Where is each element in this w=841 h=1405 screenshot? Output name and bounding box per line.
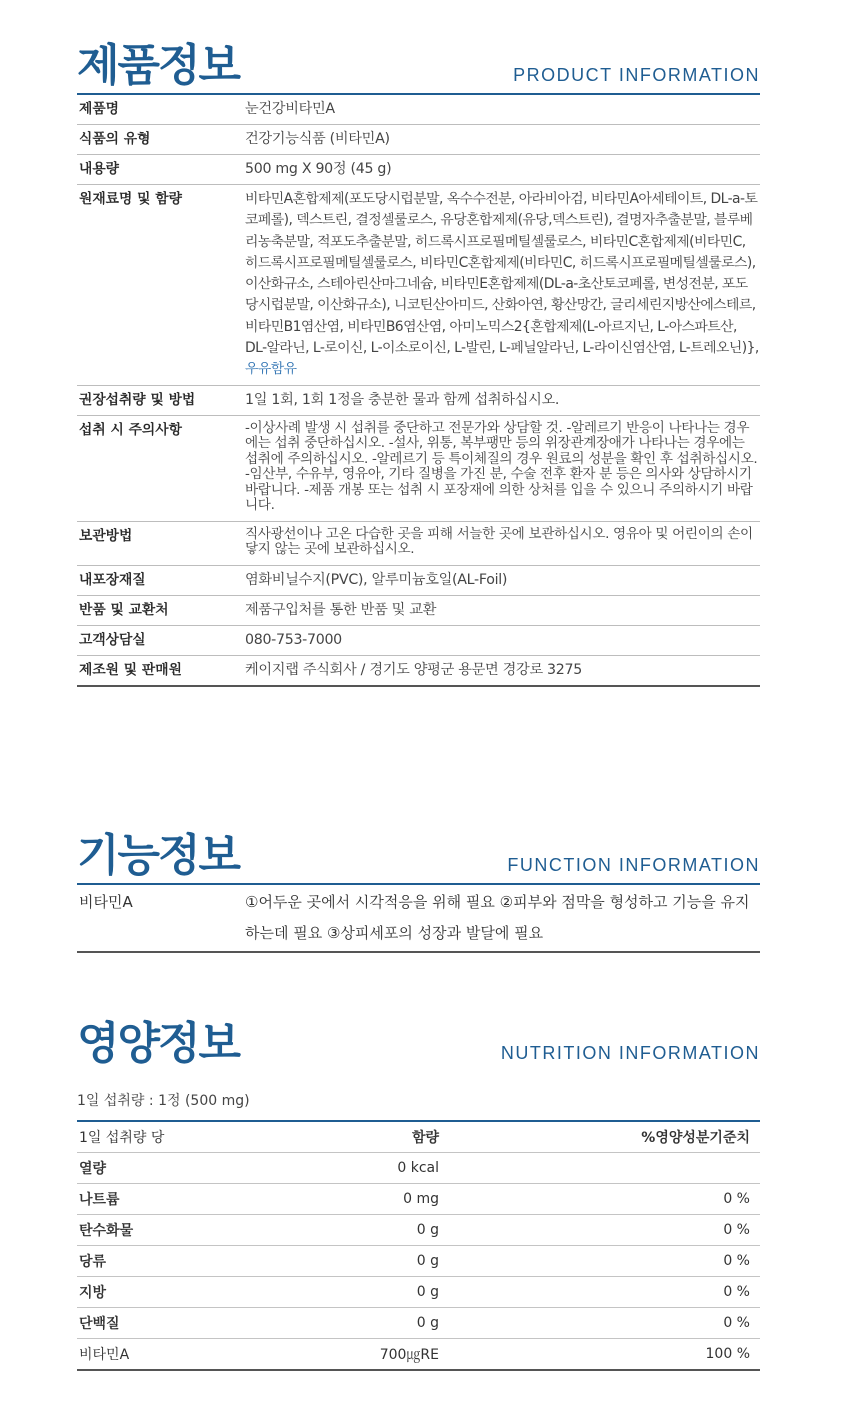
nutrition-table-wrap xyxy=(77,1120,760,1371)
nutrition-information-header xyxy=(77,1008,760,1068)
nutrient-name: 비타민A xyxy=(79,1347,130,1363)
nutrient-percent: 0 % xyxy=(439,1184,760,1215)
product-info-table xyxy=(77,95,760,687)
product-information-section xyxy=(77,30,760,687)
table-row xyxy=(77,155,760,185)
row-label: 내포장재질 xyxy=(77,565,245,595)
nutrient-name: 단백질 xyxy=(77,1308,229,1339)
row-label: 고객상담실 xyxy=(77,625,245,655)
table-row xyxy=(77,1339,760,1371)
row-label: 보관방법 xyxy=(77,521,245,565)
function-info-table xyxy=(77,885,760,953)
row-label: 제품명 xyxy=(77,95,245,125)
table-row xyxy=(77,1308,760,1339)
ingredients-text: 비타민A혼합제제(포도당시럽분말, 옥수수전분, 아라비아검, 비타민A아세테이트, DL-a-토코페롤), 덱스트린, 결정셀룰로스, 유당혼합제제(유당,덱스트린), 결명자추출분말, 블루베리농축분말, 적포도추출분말, 히드록시프로필메틸셀룰로스, 비타민C혼합제제(비타민C, 히드록시프로필메틸셀룰로스, 비타민C혼합제제(비타민C, 히드록시프로필메틸셀룰로스), 이산화규소, 스테아린산마그네슘, 비타민E혼합제제(DL-a-초산토코페롤, 변성전분, 포도당시럽분말, 이산화규소), 니코틴산아미드, 산화아연, 황산망간, 글리세린지방산에스테르, 비타민B1염산염, 비타민B6염산염, 아미노믹스2{혼합제제(L-아르지닌, L-아스파트산, DL-알라닌, L-로이신, L-이소로이신, L-발린, L-페닐알라닌, L-라이신염산염, L-트레오닌)}, xyxy=(245,191,759,357)
nutrition-information-section xyxy=(77,1008,760,1378)
header-amount: 함량 xyxy=(229,1122,439,1153)
row-label: 내용량 xyxy=(77,155,245,185)
row-value: 건강기능식품 (비타민A) xyxy=(245,125,760,155)
table-row xyxy=(77,521,760,565)
nutrient-amount: 0 kcal xyxy=(229,1153,439,1184)
nutrient-name: 탄수화물 xyxy=(77,1215,229,1246)
allergen-note: 우유함유 xyxy=(245,361,297,378)
product-info-subtitle: PRODUCT INFORMATION xyxy=(513,65,760,85)
header-name: 1일 섭취량 당 xyxy=(77,1122,229,1153)
nutrient-name: 나트륨 xyxy=(77,1184,229,1215)
nutrient-name: 열량 xyxy=(77,1153,229,1184)
row-value: 제품구입처를 통한 반품 및 교환 xyxy=(245,595,760,625)
table-row xyxy=(77,1153,760,1184)
table-row xyxy=(77,185,760,386)
function-info-subtitle: FUNCTION INFORMATION xyxy=(507,855,760,875)
table-row xyxy=(77,655,760,686)
nutrient-amount: 700㎍RE xyxy=(379,1347,439,1363)
nutrient-percent xyxy=(439,1153,760,1184)
table-row xyxy=(77,125,760,155)
table-row xyxy=(77,1215,760,1246)
nutrient-percent: 0 % xyxy=(439,1246,760,1277)
nutrient-percent: 100 % xyxy=(705,1346,750,1362)
table-row xyxy=(77,625,760,655)
row-value: 080-753-7000 xyxy=(245,625,760,655)
function-info-title: 기능정보 xyxy=(77,830,240,881)
serving-size: 1일 섭취량 : 1정 (500 mg) xyxy=(77,1093,250,1109)
row-label: 원재료명 및 함량 xyxy=(77,185,245,386)
row-value: 염화비닐수지(PVC), 알루미늄호일(AL-Foil) xyxy=(245,565,760,595)
nutrient-percent: 0 % xyxy=(439,1215,760,1246)
row-value: 눈건강비타민A xyxy=(245,95,760,125)
nutrition-info-title: 영양정보 xyxy=(77,1018,240,1069)
nutrient-percent: 0 % xyxy=(439,1308,760,1339)
nutrient-name: 당류 xyxy=(77,1246,229,1277)
row-label: 권장섭취량 및 방법 xyxy=(77,385,245,415)
row-value xyxy=(245,185,760,386)
row-value: 1일 1회, 1회 1정을 충분한 물과 함께 섭취하십시오. xyxy=(245,385,760,415)
table-row xyxy=(77,95,760,125)
product-info-title: 제품정보 xyxy=(77,40,240,91)
row-label: 비타민A xyxy=(79,893,133,911)
row-value: 직사광선이나 고온 다습한 곳을 피해 서늘한 곳에 보관하십시오. 영유아 및 어린이의 손이 닿지 않는 곳에 보관하십시오. xyxy=(245,521,760,565)
row-label: 섭취 시 주의사항 xyxy=(77,415,245,521)
row-value: 케이지랩 주식회사 / 경기도 양평군 용문면 경강로 3275 xyxy=(245,661,582,678)
nutrition-header-row xyxy=(77,1122,760,1153)
function-information-section xyxy=(77,820,760,953)
table-row xyxy=(77,1184,760,1215)
header-percent: %영양성분기준치 xyxy=(439,1122,760,1153)
row-value: -이상사례 발생 시 섭취를 중단하고 전문가와 상담할 것. -알레르기 반응이 나타나는 경우에는 섭취 중단하십시오. -설사, 위통, 복부팽만 등의 위장관계장애가 나타나는 경우에는 섭취에 주의하십시오. -알레르기 등 특이체질의 경우 원료의 성분을 확인 후 섭취하십시오. -임산부, 수유부, 영유아, 기타 질병을 가진 분, 수술 전후 환자 분 등은 의사와 상담하시기 바랍니다. -제품 개봉 또는 섭취 시 포장재에 의한 상처를 입을 수 있으니 주의하시기 바랍니다. xyxy=(245,415,760,521)
table-row xyxy=(77,385,760,415)
table-row xyxy=(77,1277,760,1308)
nutrition-info-subtitle: NUTRITION INFORMATION xyxy=(500,1043,760,1063)
table-row xyxy=(77,1246,760,1277)
row-label: 반품 및 교환처 xyxy=(77,595,245,625)
table-row xyxy=(77,565,760,595)
row-label: 식품의 유형 xyxy=(77,125,245,155)
nutrient-amount: 0 g xyxy=(229,1277,439,1308)
table-row xyxy=(77,885,760,952)
nutrient-amount: 0 mg xyxy=(229,1184,439,1215)
nutrient-percent: 0 % xyxy=(439,1277,760,1308)
table-row xyxy=(77,415,760,521)
nutrient-amount: 0 g xyxy=(229,1246,439,1277)
nutrient-amount: 0 g xyxy=(229,1308,439,1339)
row-value: ①어두운 곳에서 시각적응을 위해 필요 ②피부와 점막을 형성하고 기능을 유지하는데 필요 ③상피세포의 성장과 발달에 필요 xyxy=(245,893,750,942)
row-label: 제조원 및 판매원 xyxy=(79,661,182,678)
nutrition-table xyxy=(77,1122,760,1371)
table-row xyxy=(77,595,760,625)
nutrient-amount: 0 g xyxy=(229,1215,439,1246)
product-information-header xyxy=(77,30,760,90)
nutrient-name: 지방 xyxy=(77,1277,229,1308)
row-value: 500 mg X 90정 (45 g) xyxy=(245,155,760,185)
function-information-header xyxy=(77,820,760,880)
